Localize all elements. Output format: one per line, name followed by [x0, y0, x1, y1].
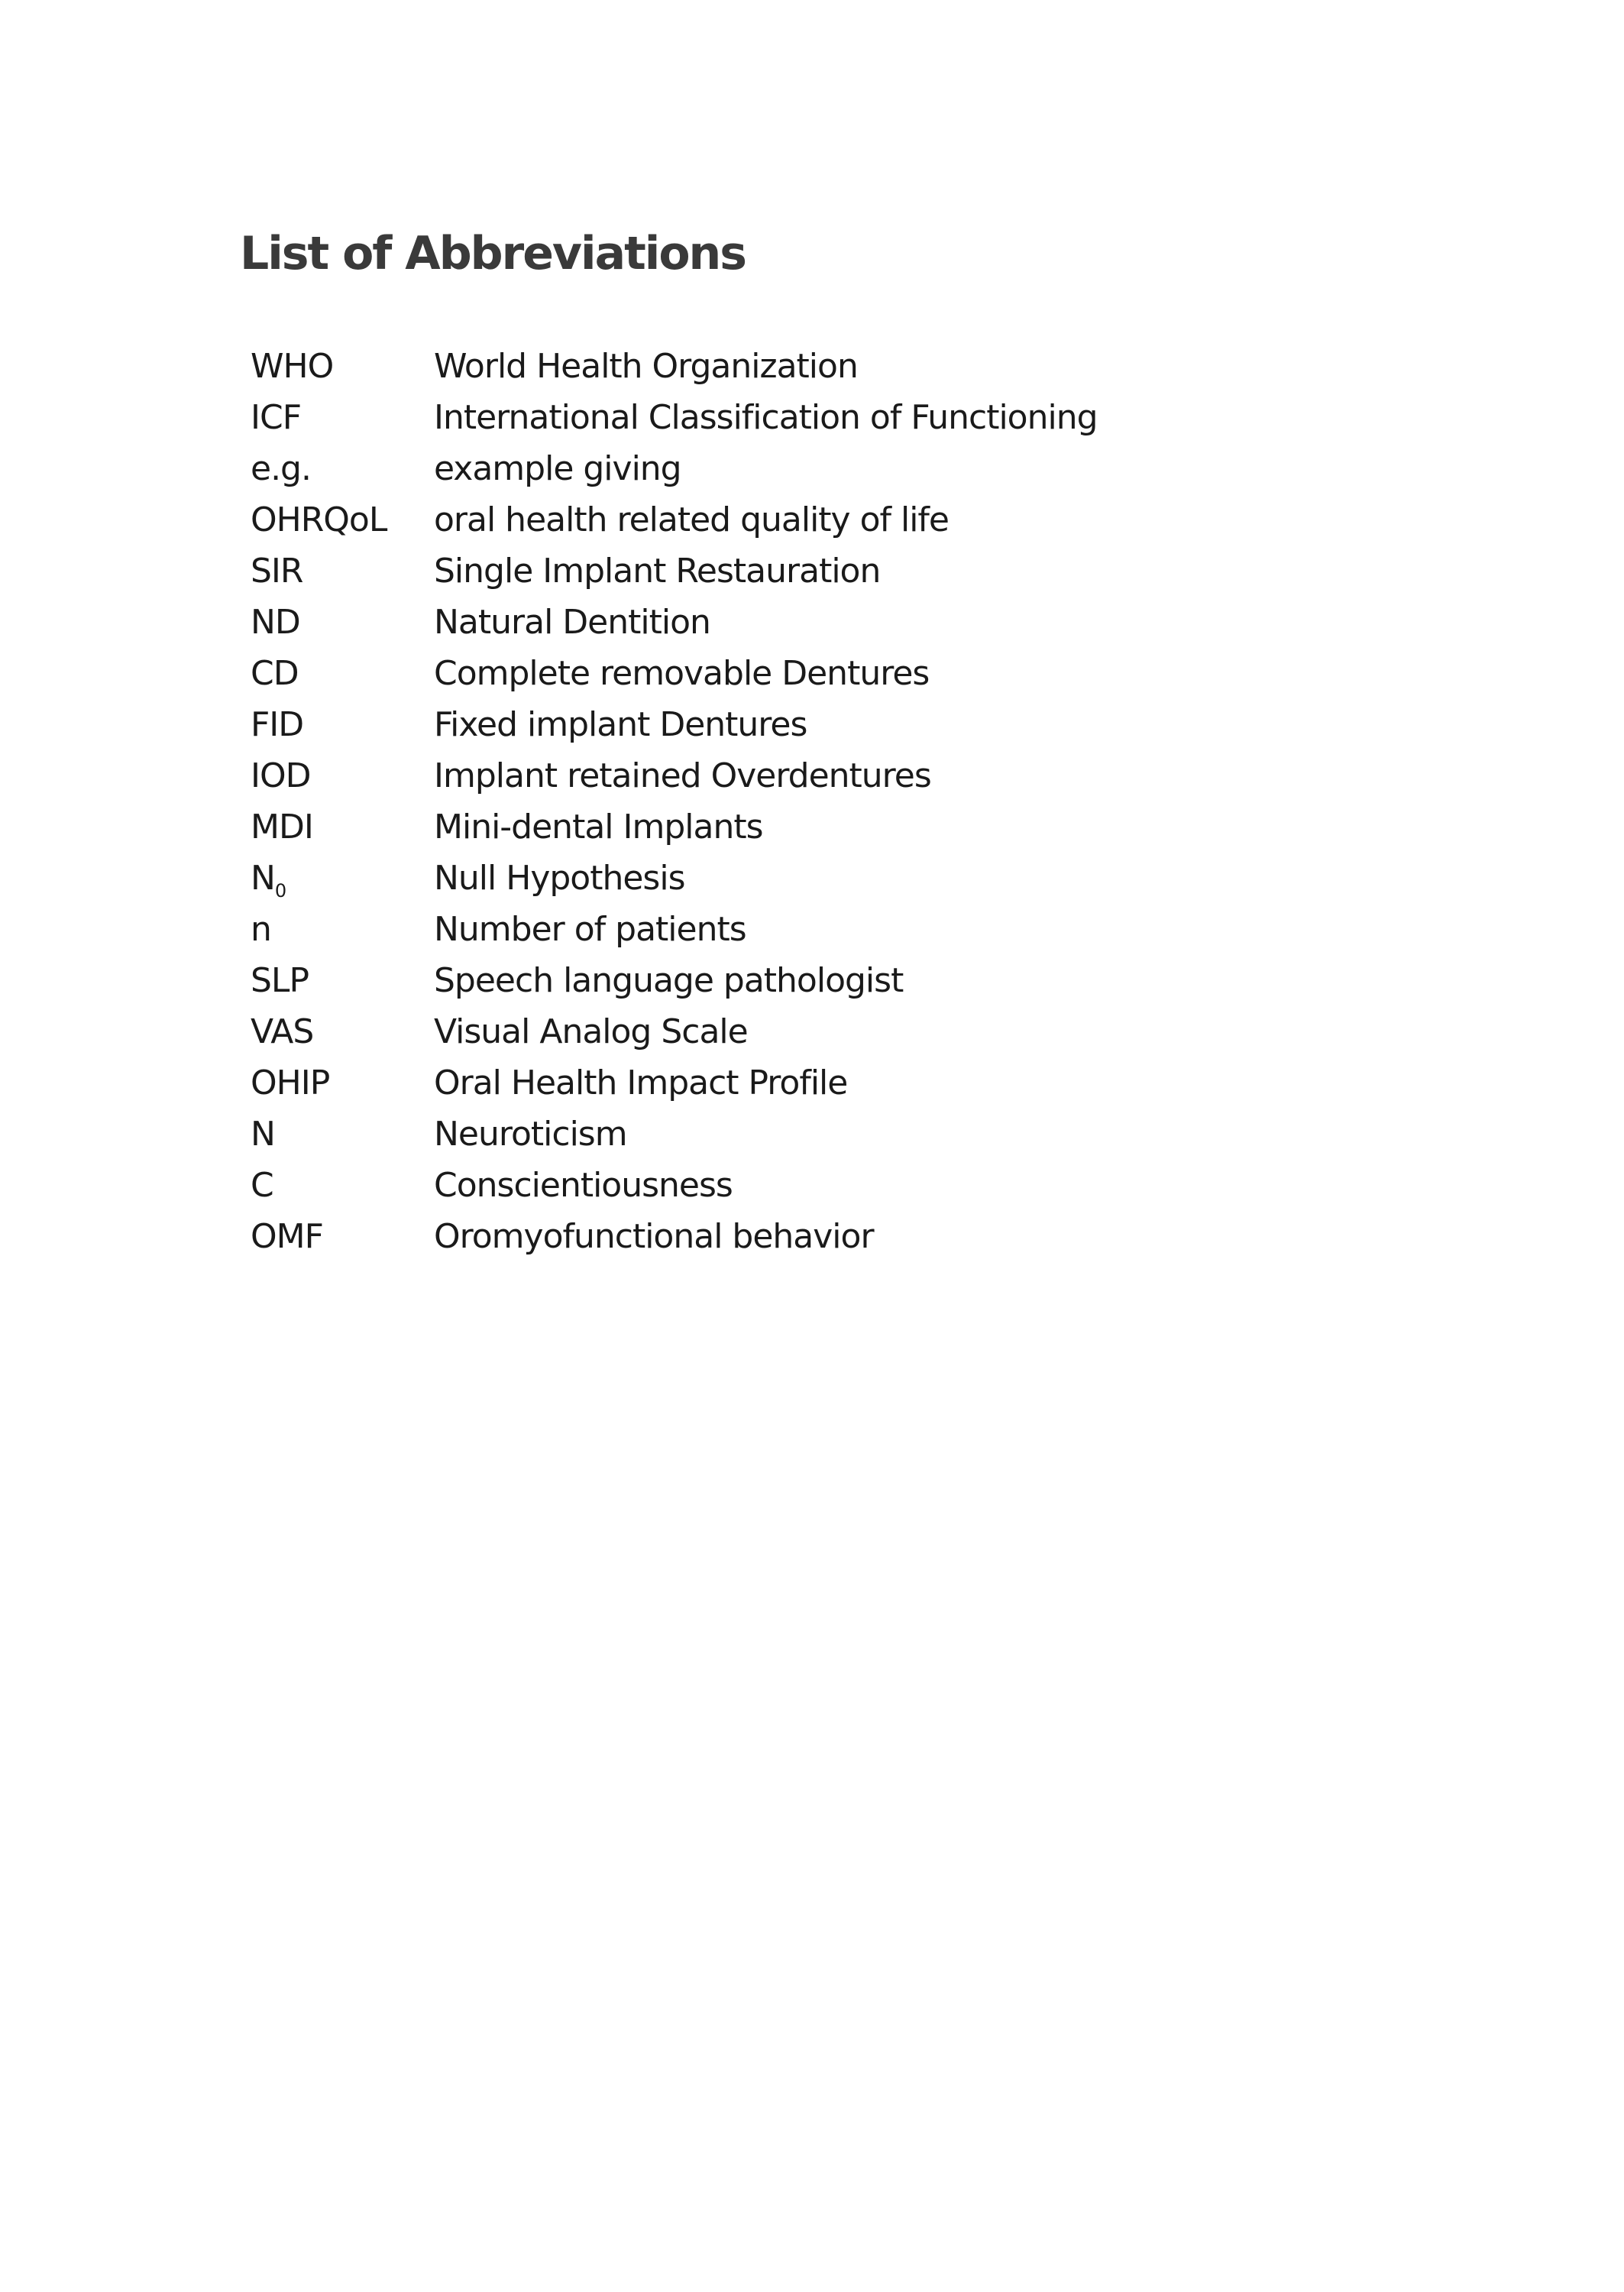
abbreviation-definition: Implant retained Overdentures	[434, 756, 931, 795]
abbreviation-term-subscript: 0	[274, 880, 286, 902]
abbreviation-definition: oral health related quality of life	[434, 500, 949, 539]
abbreviation-row	[251, 443, 1098, 494]
abbreviation-definition: Visual Analog Scale	[434, 1012, 748, 1051]
abbreviation-list	[251, 341, 1098, 1262]
page-title: List of Abbreviations	[240, 227, 746, 280]
abbreviation-row	[251, 392, 1098, 443]
abbreviation-row	[251, 1160, 1098, 1211]
abbreviation-definition: Neuroticism	[434, 1115, 627, 1154]
abbreviation-term: MDI	[251, 808, 313, 847]
abbreviation-term: C	[251, 1166, 273, 1205]
abbreviation-term: n	[251, 910, 271, 949]
abbreviation-row	[251, 801, 1098, 853]
abbreviation-row	[251, 1109, 1098, 1160]
abbreviation-term: SLP	[251, 961, 309, 1000]
abbreviation-definition: Number of patients	[434, 910, 746, 949]
abbreviation-row	[251, 648, 1098, 699]
abbreviation-row	[251, 853, 1098, 904]
abbreviation-row	[251, 1057, 1098, 1109]
abbreviation-term: WHO	[251, 347, 334, 386]
abbreviation-definition: Complete removable Dentures	[434, 654, 930, 693]
abbreviation-term: ND	[251, 603, 300, 642]
abbreviation-term: OMF	[251, 1217, 323, 1256]
abbreviation-definition: International Classification of Functioning	[434, 398, 1098, 437]
abbreviation-definition: Conscientiousness	[434, 1166, 733, 1205]
abbreviation-row	[251, 904, 1098, 955]
abbreviation-definition: Mini-dental Implants	[434, 808, 763, 847]
abbreviation-row	[251, 1211, 1098, 1262]
abbreviation-term: IOD	[251, 756, 311, 795]
abbreviation-term: FID	[251, 705, 304, 744]
abbreviation-row	[251, 597, 1098, 648]
abbreviation-row	[251, 750, 1098, 801]
abbreviation-term: SIR	[251, 552, 303, 591]
abbreviation-definition: Null Hypothesis	[434, 859, 685, 898]
abbreviation-definition: Oral Health Impact Profile	[434, 1063, 848, 1102]
abbreviation-term: CD	[251, 654, 299, 693]
abbreviation-definition: Single Implant Restauration	[434, 552, 881, 591]
abbreviation-row	[251, 1006, 1098, 1057]
abbreviation-row	[251, 341, 1098, 392]
abbreviation-term: VAS	[251, 1012, 314, 1051]
abbreviation-term: ICF	[251, 398, 302, 437]
abbreviation-row	[251, 699, 1098, 750]
abbreviation-definition: Speech language pathologist	[434, 961, 904, 1000]
abbreviation-definition: Fixed implant Dentures	[434, 705, 807, 744]
abbreviation-row	[251, 955, 1098, 1006]
abbreviation-term: e.g.	[251, 449, 311, 488]
abbreviation-row	[251, 494, 1098, 545]
abbreviation-definition: World Health Organization	[434, 347, 858, 386]
abbreviation-term-base: N	[251, 859, 275, 898]
abbreviation-term: OHIP	[251, 1063, 330, 1102]
abbreviation-term: OHRQoL	[251, 500, 387, 539]
abbreviation-row	[251, 545, 1098, 597]
abbreviation-definition: Natural Dentition	[434, 603, 710, 642]
abbreviation-term-null-hypothesis	[251, 853, 434, 904]
abbreviation-term: N	[251, 1115, 275, 1154]
abbreviation-definition: example giving	[434, 449, 681, 488]
abbreviation-definition: Oromyofunctional behavior	[434, 1217, 874, 1256]
